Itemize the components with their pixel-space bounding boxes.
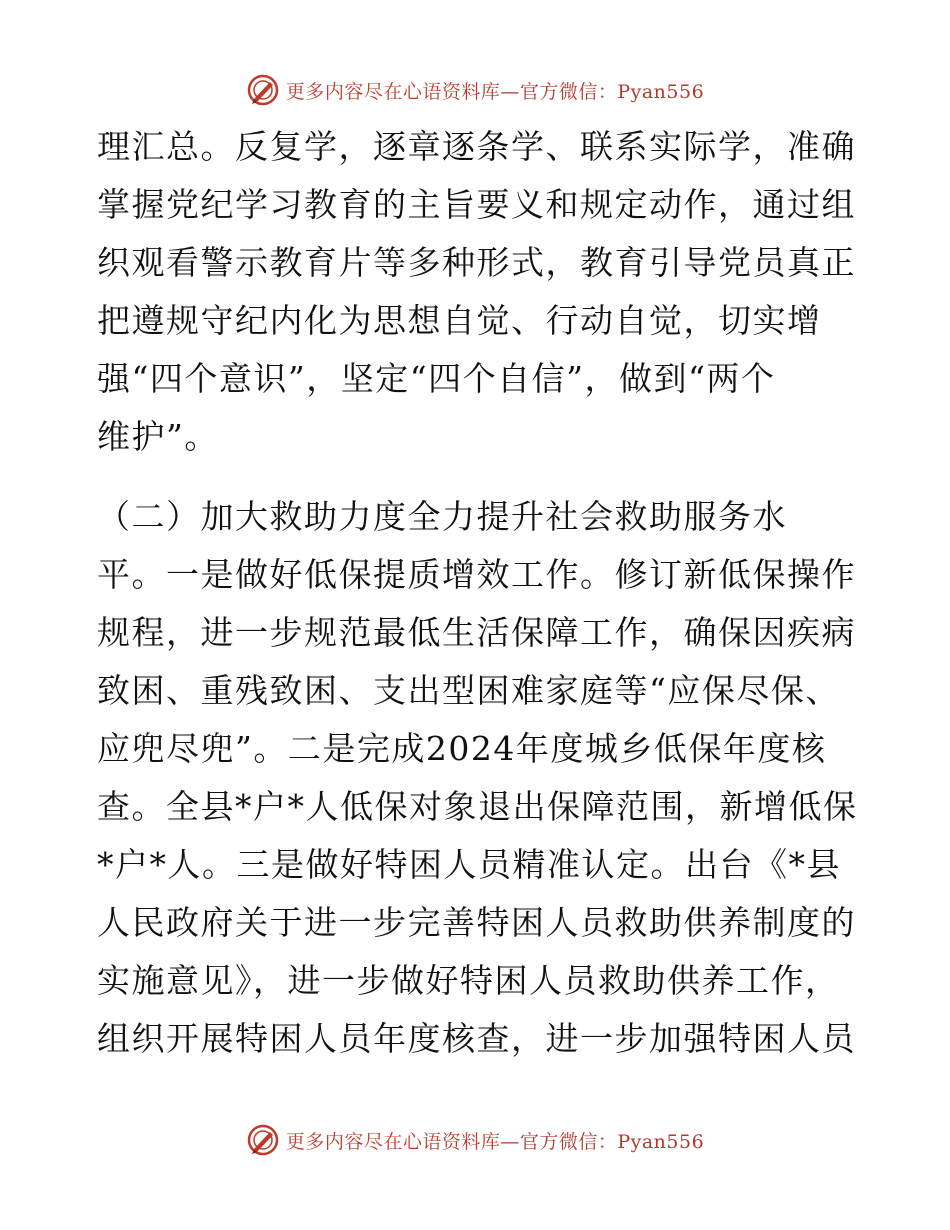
- watermark-brand: 更多内容尽在心语资料库: [285, 80, 501, 103]
- text-line: 平。一是做好低保提质增效工作。修订新低保操作: [97, 555, 856, 594]
- text-line: 规程，进一步规范最低生活保障工作，确保因疾病: [97, 613, 856, 652]
- paragraph-2: [97, 488, 857, 1068]
- watermark-text: [286, 1127, 704, 1154]
- text-line: 应兜尽兜”。二是完成2024年度城乡低保年度核: [97, 729, 827, 768]
- text-line: 实施意见》，进一步做好特困人员救助供养工作，: [97, 961, 840, 1000]
- watermark-brand: 更多内容尽在心语资料库: [285, 1130, 501, 1153]
- text-line: 掌握党纪学习教育的主旨要义和规定动作，通过组: [97, 185, 856, 224]
- text-line: 组织开展特困人员年度核查，进一步加强特困人员: [97, 1019, 856, 1058]
- text-line: 强“四个意识”，坚定“四个自信”，做到“两个: [97, 359, 776, 398]
- watermark-contact: —官方微信：Pyan556: [500, 1130, 705, 1153]
- header-watermark: [0, 70, 950, 110]
- text-line: *户*人。三是做好特困人员精准认定。出台《*县: [97, 845, 841, 884]
- text-line: 人民政府关于进一步完善特困人员救助供养制度的: [97, 903, 856, 942]
- paragraph-gap: [97, 466, 857, 488]
- watermark-text: [286, 77, 704, 104]
- text-line: 致困、重残致困、支出型困难家庭等“应保尽保、: [97, 671, 840, 710]
- paragraph-1: [97, 118, 857, 466]
- footer-watermark: [0, 1120, 950, 1160]
- section-heading-line: （二）加大救助力度全力提升社会救助服务水: [97, 497, 787, 536]
- text-line: 维护”。: [97, 417, 219, 456]
- text-line: 织观看警示教育片等多种形式，教育引导党员真正: [97, 243, 856, 282]
- document-body: [97, 118, 857, 1068]
- watermark-contact: —官方微信：Pyan556: [500, 80, 705, 103]
- pen-seal-icon: [246, 1123, 280, 1157]
- text-line: 把遵规守纪内化为思想自觉、行动自觉，切实增: [97, 301, 822, 340]
- pen-seal-icon: [246, 73, 280, 107]
- text-line: 查。全县*户*人低保对象退出保障范围，新增低保: [97, 787, 858, 826]
- text-line: 理汇总。反复学，逐章逐条学、联系实际学，准确: [97, 127, 856, 166]
